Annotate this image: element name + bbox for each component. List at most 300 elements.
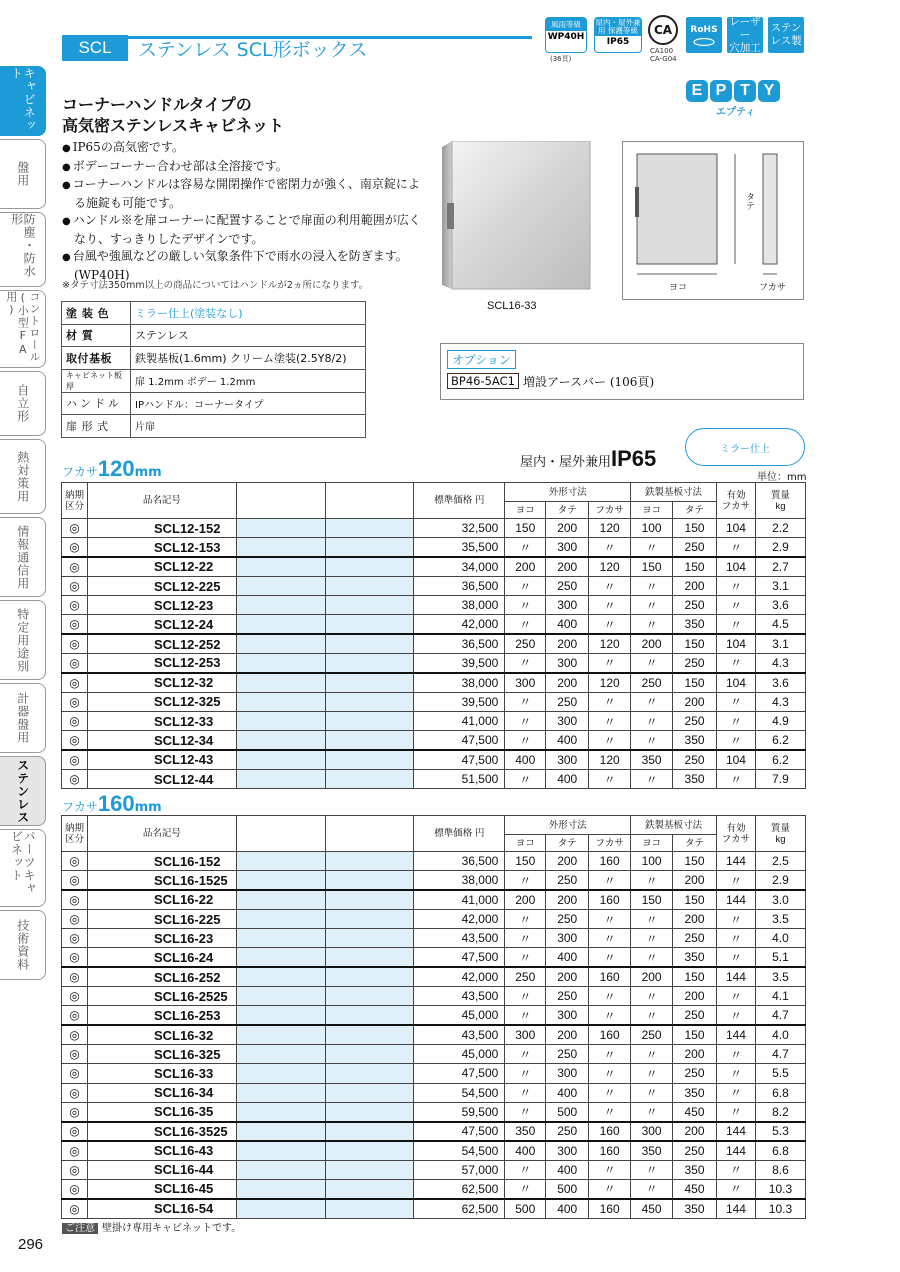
depth-value: 160 — [97, 791, 135, 816]
cell-weight: 4.0 — [755, 929, 805, 948]
cell-weight: 3.6 — [755, 596, 805, 615]
cell-base-yoko: 〃 — [631, 692, 673, 711]
cell-delivery: ◎ — [62, 1006, 88, 1025]
cell-outer-tate: 250 — [546, 576, 589, 595]
cell-outer-fukasa: 〃 — [589, 909, 631, 928]
cell-blank — [325, 1141, 414, 1160]
cell-outer-yoko: 150 — [505, 519, 546, 538]
cell-delivery: ◎ — [62, 692, 88, 711]
cell-weight: 4.7 — [755, 1044, 805, 1063]
spec-value: ミラー仕上(塗装なし) — [131, 302, 366, 325]
col-blank — [325, 483, 414, 519]
cell-outer-fukasa: 〃 — [589, 692, 631, 711]
cell-effective-depth: 〃 — [717, 576, 756, 595]
brand-logo — [686, 80, 780, 102]
cell-outer-fukasa: 160 — [589, 852, 631, 871]
cell-outer-tate: 300 — [546, 1006, 589, 1025]
cell-blank — [325, 711, 414, 730]
cell-code: SCL16-22 — [87, 890, 236, 909]
cell-code: SCL12-153 — [87, 538, 236, 557]
cell-effective-depth: 144 — [716, 1199, 755, 1218]
cell-weight: 2.2 — [755, 519, 805, 538]
depth-value: 120 — [97, 456, 135, 481]
cell-blank — [236, 557, 325, 576]
cell-base-tate: 200 — [673, 909, 717, 928]
cell-delivery: ◎ — [62, 711, 88, 730]
cell-price: 36,500 — [414, 852, 505, 871]
cell-outer-tate: 200 — [546, 673, 589, 692]
cell-base-yoko: 〃 — [631, 987, 673, 1006]
side-tab-stainless[interactable]: ステンレス — [0, 756, 46, 826]
cell-outer-fukasa: 〃 — [589, 731, 631, 750]
col-blank — [236, 816, 325, 852]
cell-base-yoko: 〃 — [631, 929, 673, 948]
cell-code: SCL12-24 — [87, 615, 236, 634]
cell-delivery: ◎ — [62, 673, 88, 692]
brand-letter: T — [734, 80, 756, 102]
ca-mark-note — [650, 47, 677, 63]
cell-outer-fukasa: 160 — [589, 1199, 631, 1218]
cell-blank — [236, 1122, 325, 1141]
cell-outer-fukasa: 〃 — [589, 576, 631, 595]
page-number: 296 — [18, 1236, 44, 1253]
cell-delivery: ◎ — [62, 750, 88, 769]
cell-outer-tate: 250 — [546, 692, 589, 711]
cell-base-tate: 200 — [673, 576, 717, 595]
col-weight-l2: kg — [775, 833, 786, 845]
cell-weight: 8.2 — [755, 1102, 805, 1121]
cell-effective-depth: 〃 — [717, 769, 756, 788]
side-tab-control[interactable]: コントロール(小型FA用) — [0, 290, 46, 368]
cell-outer-tate: 500 — [546, 1102, 589, 1121]
cell-outer-tate: 300 — [546, 654, 589, 673]
cell-effective-depth: 104 — [717, 750, 756, 769]
cell-price: 39,500 — [414, 692, 505, 711]
cell-base-yoko: 〃 — [631, 711, 673, 730]
side-tab-panel[interactable]: 盤用 — [0, 139, 46, 209]
cell-base-tate: 450 — [673, 1102, 717, 1121]
cell-price: 38,000 — [414, 673, 505, 692]
cell-blank — [236, 1102, 325, 1121]
cell-outer-fukasa: 160 — [589, 1025, 631, 1044]
cell-weight: 6.2 — [755, 731, 805, 750]
col-blank — [325, 816, 414, 852]
side-tab-cabinet[interactable]: キャビネット — [0, 66, 46, 136]
cell-outer-fukasa: 〃 — [589, 654, 631, 673]
cell-effective-depth: 〃 — [716, 1006, 755, 1025]
cell-base-yoko: 150 — [631, 557, 673, 576]
cell-outer-yoko: 350 — [505, 1122, 546, 1141]
col-delivery — [62, 816, 88, 852]
product-rows-160 — [62, 852, 806, 1219]
side-tab-meter[interactable]: 計器盤用 — [0, 683, 46, 753]
col-weight-l1: 質量 — [770, 822, 790, 834]
cell-outer-tate: 250 — [546, 909, 589, 928]
product-table-160 — [61, 815, 806, 1219]
col-effective — [717, 483, 756, 519]
subtitle-line1: コーナーハンドルタイプの — [62, 95, 252, 114]
cell-weight: 3.5 — [755, 967, 805, 986]
cell-blank — [325, 750, 414, 769]
cell-blank — [325, 654, 414, 673]
unit-label: 単位：mm — [757, 472, 807, 483]
cell-code: SCL12-252 — [87, 634, 236, 653]
cell-price: 57,000 — [414, 1160, 505, 1179]
table-row — [62, 1083, 806, 1102]
depth-heading-120 — [62, 456, 162, 482]
cell-outer-yoko: 〃 — [505, 654, 546, 673]
cell-effective-depth: 〃 — [717, 596, 756, 615]
cell-weight: 4.5 — [755, 615, 805, 634]
col-base-tate: タテ — [673, 835, 717, 852]
cell-base-yoko: 〃 — [631, 731, 673, 750]
cell-outer-yoko: 150 — [505, 852, 546, 871]
feature-list — [62, 139, 422, 284]
cell-price: 43,500 — [414, 987, 505, 1006]
table-row — [62, 1064, 806, 1083]
cell-price: 47,500 — [414, 731, 505, 750]
cell-weight: 3.5 — [755, 909, 805, 928]
cell-effective-depth: 104 — [717, 557, 756, 576]
spec-key: キャビネット板厚 — [62, 369, 131, 392]
cell-blank — [325, 1160, 414, 1179]
cell-base-yoko: 100 — [631, 852, 673, 871]
cell-code: SCL16-34 — [87, 1083, 236, 1102]
wind-rain-page-ref: (36頁) — [550, 55, 572, 63]
cell-blank — [325, 1199, 414, 1218]
cell-blank — [236, 596, 325, 615]
cell-delivery: ◎ — [62, 769, 88, 788]
table-row — [62, 1199, 806, 1218]
cell-weight: 2.9 — [755, 538, 805, 557]
col-code: 品名記号 — [87, 816, 236, 852]
cell-blank — [236, 673, 325, 692]
cell-base-tate: 250 — [673, 654, 717, 673]
cell-base-tate: 350 — [673, 731, 717, 750]
cell-effective-depth: 〃 — [717, 654, 756, 673]
cell-outer-fukasa: 〃 — [589, 948, 631, 967]
side-tab-tech[interactable]: 技術資料 — [0, 910, 46, 980]
cell-code: SCL16-54 — [87, 1199, 236, 1218]
cell-base-tate: 250 — [673, 711, 717, 730]
cell-delivery: ◎ — [62, 929, 88, 948]
label-tate: タテ — [744, 192, 754, 210]
cell-blank — [236, 1141, 325, 1160]
cell-price: 62,500 — [414, 1180, 505, 1199]
cell-outer-tate: 200 — [546, 1025, 589, 1044]
cell-blank — [325, 557, 414, 576]
cell-weight: 6.8 — [755, 1083, 805, 1102]
cell-blank — [325, 1006, 414, 1025]
cell-outer-yoko: 200 — [505, 557, 546, 576]
cell-effective-depth: 〃 — [716, 909, 755, 928]
series-code: SCL — [62, 35, 128, 61]
product-rows-120 — [62, 519, 806, 789]
cell-delivery: ◎ — [62, 1064, 88, 1083]
cell-code: SCL12-34 — [87, 731, 236, 750]
cell-base-yoko: 〃 — [631, 1044, 673, 1063]
cell-delivery: ◎ — [62, 948, 88, 967]
cell-outer-yoko: 〃 — [505, 1083, 546, 1102]
cell-blank — [236, 750, 325, 769]
cell-base-tate: 200 — [673, 1122, 717, 1141]
label-fukasa: フカサ — [759, 283, 786, 293]
cell-outer-yoko: 300 — [505, 673, 546, 692]
brand-kana: エプティ — [716, 107, 756, 118]
leaf-icon — [692, 37, 716, 47]
cell-weight: 4.9 — [755, 711, 805, 730]
cell-outer-tate: 200 — [546, 890, 589, 909]
table-row — [62, 1044, 806, 1063]
cell-effective-depth: 144 — [716, 1122, 755, 1141]
cell-base-tate: 350 — [673, 1160, 717, 1179]
col-effective-l2: フカサ — [721, 833, 751, 845]
cell-outer-tate: 200 — [546, 519, 589, 538]
cell-outer-fukasa: 〃 — [589, 1102, 631, 1121]
ca-mark-icon: CA — [648, 15, 678, 45]
col-weight-l1: 質量 — [770, 489, 790, 501]
cell-blank — [236, 711, 325, 730]
cell-base-tate: 350 — [673, 769, 717, 788]
cell-outer-tate: 400 — [546, 1160, 589, 1179]
cell-blank — [236, 1044, 325, 1063]
depth-unit: mm — [134, 465, 162, 480]
cell-base-yoko: 〃 — [631, 769, 673, 788]
cell-blank — [236, 519, 325, 538]
col-base: 鉄製基板寸法 — [631, 816, 717, 835]
col-outer-fukasa: フカサ — [589, 835, 631, 852]
cell-base-tate: 250 — [673, 929, 717, 948]
cell-blank — [236, 967, 325, 986]
cell-blank — [325, 1083, 414, 1102]
cell-base-yoko: 150 — [631, 890, 673, 909]
cell-weight: 2.7 — [755, 557, 805, 576]
cell-base-yoko: 〃 — [631, 596, 673, 615]
caution-text: 壁掛け専用キャビネットです。 — [102, 1223, 242, 1234]
ca-note-line1: CA100 — [650, 47, 674, 55]
table-row — [62, 692, 806, 711]
cell-code: SCL12-225 — [87, 576, 236, 595]
cell-delivery: ◎ — [62, 987, 88, 1006]
cell-outer-tate: 200 — [546, 852, 589, 871]
table-row — [62, 1122, 806, 1141]
col-delivery-l2: 区分 — [64, 833, 84, 845]
depth-heading-160 — [62, 791, 162, 817]
cell-effective-depth: 〃 — [716, 1180, 755, 1199]
stainless-badge — [768, 17, 804, 53]
cell-price: 47,500 — [414, 1064, 505, 1083]
cell-base-tate: 350 — [673, 948, 717, 967]
cell-weight: 10.3 — [755, 1199, 805, 1218]
cell-outer-yoko: 〃 — [505, 692, 546, 711]
cell-blank — [325, 596, 414, 615]
cell-weight: 4.3 — [755, 692, 805, 711]
cell-code: SCL16-1525 — [87, 871, 236, 890]
option-code[interactable]: BP46-5AC1 — [447, 373, 519, 389]
col-outer-tate: タテ — [546, 502, 589, 519]
cell-outer-yoko: 250 — [505, 634, 546, 653]
table-row — [62, 557, 806, 576]
col-base-yoko: ヨコ — [631, 502, 673, 519]
cell-base-yoko: 〃 — [631, 1064, 673, 1083]
cell-price: 34,000 — [414, 557, 505, 576]
cell-blank — [236, 692, 325, 711]
cell-code: SCL16-152 — [87, 852, 236, 871]
cell-blank — [325, 692, 414, 711]
cell-outer-fukasa: 120 — [589, 750, 631, 769]
cell-price: 43,500 — [414, 929, 505, 948]
ip-rating-badge-label: 屋内・屋外兼用 保護等級 — [595, 18, 641, 35]
spec-value: 扉 1.2mm ボデー 1.2mm — [131, 369, 366, 392]
cell-code: SCL16-35 — [87, 1102, 236, 1121]
cell-outer-yoko: 〃 — [505, 948, 546, 967]
cell-outer-yoko: 300 — [505, 1025, 546, 1044]
table-row — [62, 1180, 806, 1199]
col-outer-yoko: ヨコ — [505, 502, 546, 519]
cell-weight: 5.1 — [755, 948, 805, 967]
cell-outer-yoko: 〃 — [505, 1180, 546, 1199]
cell-blank — [325, 615, 414, 634]
spec-key: ハンドル — [62, 392, 131, 415]
cell-blank — [325, 967, 414, 986]
col-effective-l1: 有効 — [726, 822, 746, 834]
cell-effective-depth: 104 — [717, 519, 756, 538]
feature-item: ● ハンドル※を扉コーナーに配置することで扉面の利用範囲が広くなり、すっきりしたデザインです。 — [62, 212, 422, 248]
spec-key: 塗 装 色 — [62, 302, 131, 325]
table-row — [62, 576, 806, 595]
feature-item: ● ボデーコーナー合わせ部は全溶接です。 — [62, 158, 422, 177]
cell-outer-fukasa: 120 — [589, 673, 631, 692]
cell-blank — [236, 987, 325, 1006]
cell-price: 59,500 — [414, 1102, 505, 1121]
cell-blank — [236, 1199, 325, 1218]
cell-weight: 6.2 — [755, 750, 805, 769]
cell-outer-yoko: 〃 — [505, 929, 546, 948]
cell-weight: 3.0 — [755, 890, 805, 909]
cell-base-tate: 350 — [673, 1083, 717, 1102]
cell-delivery: ◎ — [62, 1083, 88, 1102]
cell-outer-tate: 300 — [546, 596, 589, 615]
cell-effective-depth: 〃 — [716, 1064, 755, 1083]
brand-letter: E — [686, 80, 708, 102]
cell-base-tate: 250 — [673, 1141, 717, 1160]
cell-blank — [236, 576, 325, 595]
cell-outer-fukasa: 160 — [589, 1141, 631, 1160]
cell-outer-yoko: 〃 — [505, 615, 546, 634]
cell-code: SCL16-3525 — [87, 1122, 236, 1141]
spec-value: 鉄製基板(1.6mm) クリーム塗装(2.5Y8/2) — [131, 347, 366, 370]
cell-code: SCL12-33 — [87, 711, 236, 730]
cell-delivery: ◎ — [62, 890, 88, 909]
feature-item: ● コーナーハンドルは容易な開閉操作で密閉力が強く、南京錠による施錠も可能です。 — [62, 176, 422, 212]
spec-row — [62, 392, 366, 415]
cell-outer-tate: 300 — [546, 1064, 589, 1083]
spec-value: IPハンドル：コーナータイプ — [131, 392, 366, 415]
cell-code: SCL16-45 — [87, 1180, 236, 1199]
cell-delivery: ◎ — [62, 615, 88, 634]
cell-blank — [325, 519, 414, 538]
cell-base-tate: 250 — [673, 538, 717, 557]
cell-effective-depth: 〃 — [716, 948, 755, 967]
cell-base-tate: 150 — [673, 557, 717, 576]
cell-effective-depth: 〃 — [716, 929, 755, 948]
cell-code: SCL12-325 — [87, 692, 236, 711]
side-tab-dustproof[interactable]: 防塵・防水形 — [0, 212, 46, 287]
cell-code: SCL12-32 — [87, 673, 236, 692]
cell-weight: 5.5 — [755, 1064, 805, 1083]
depth-label: フカサ — [62, 465, 98, 479]
cell-effective-depth: 〃 — [716, 1102, 755, 1121]
cell-weight: 4.1 — [755, 987, 805, 1006]
cell-outer-yoko: 〃 — [505, 1160, 546, 1179]
cell-blank — [236, 769, 325, 788]
cell-outer-tate: 400 — [546, 615, 589, 634]
cell-base-tate: 150 — [673, 634, 717, 653]
cell-effective-depth: 144 — [716, 1025, 755, 1044]
cell-outer-fukasa: 〃 — [589, 1064, 631, 1083]
cell-delivery: ◎ — [62, 871, 88, 890]
cell-price: 38,000 — [414, 596, 505, 615]
side-tab-thermal[interactable]: 熱対策用 — [0, 439, 46, 514]
cell-price: 54,500 — [414, 1141, 505, 1160]
col-effective-l1: 有効 — [726, 489, 746, 501]
cell-effective-depth: 104 — [717, 673, 756, 692]
cell-base-yoko: 〃 — [631, 1180, 673, 1199]
cell-outer-tate: 200 — [546, 634, 589, 653]
caution-note — [62, 1219, 241, 1234]
cell-outer-tate: 300 — [546, 1141, 589, 1160]
cell-price: 51,500 — [414, 769, 505, 788]
cell-price: 47,500 — [414, 948, 505, 967]
cell-delivery: ◎ — [62, 852, 88, 871]
cell-base-yoko: 〃 — [631, 948, 673, 967]
cell-outer-tate: 250 — [546, 1122, 589, 1141]
cell-effective-depth: 〃 — [716, 987, 755, 1006]
table-row — [62, 871, 806, 890]
spec-table — [61, 301, 366, 438]
side-tab-info[interactable]: 情報通信用 — [0, 517, 46, 597]
side-tab-special[interactable]: 特定用途別 — [0, 600, 46, 680]
side-tab-parts[interactable]: パーツキャビネット — [0, 829, 46, 907]
option-title: オプション — [447, 350, 516, 369]
cell-blank — [236, 1025, 325, 1044]
spec-row — [62, 302, 366, 325]
cell-price: 45,000 — [414, 1044, 505, 1063]
feature-item: ● IP65の高気密です。 — [62, 139, 422, 158]
brand-letter: Y — [758, 80, 780, 102]
side-tab-standalone[interactable]: 自立形 — [0, 371, 46, 436]
cell-outer-tate: 500 — [546, 1180, 589, 1199]
cell-delivery: ◎ — [62, 1044, 88, 1063]
cell-code: SCL16-43 — [87, 1141, 236, 1160]
cell-effective-depth: 〃 — [716, 871, 755, 890]
table-row — [62, 711, 806, 730]
cell-base-tate: 350 — [673, 615, 717, 634]
cell-blank — [325, 987, 414, 1006]
table-row — [62, 1025, 806, 1044]
cell-base-yoko: 300 — [631, 1122, 673, 1141]
col-outer-tate: タテ — [546, 835, 589, 852]
cell-price: 54,500 — [414, 1083, 505, 1102]
cell-blank — [325, 909, 414, 928]
table-row — [62, 596, 806, 615]
cell-outer-tate: 400 — [546, 1199, 589, 1218]
cell-base-tate: 150 — [673, 673, 717, 692]
finish-badge: ミラー仕上 — [685, 428, 805, 466]
cell-outer-tate: 250 — [546, 871, 589, 890]
cell-code: SCL16-44 — [87, 1160, 236, 1179]
cell-delivery: ◎ — [62, 596, 88, 615]
